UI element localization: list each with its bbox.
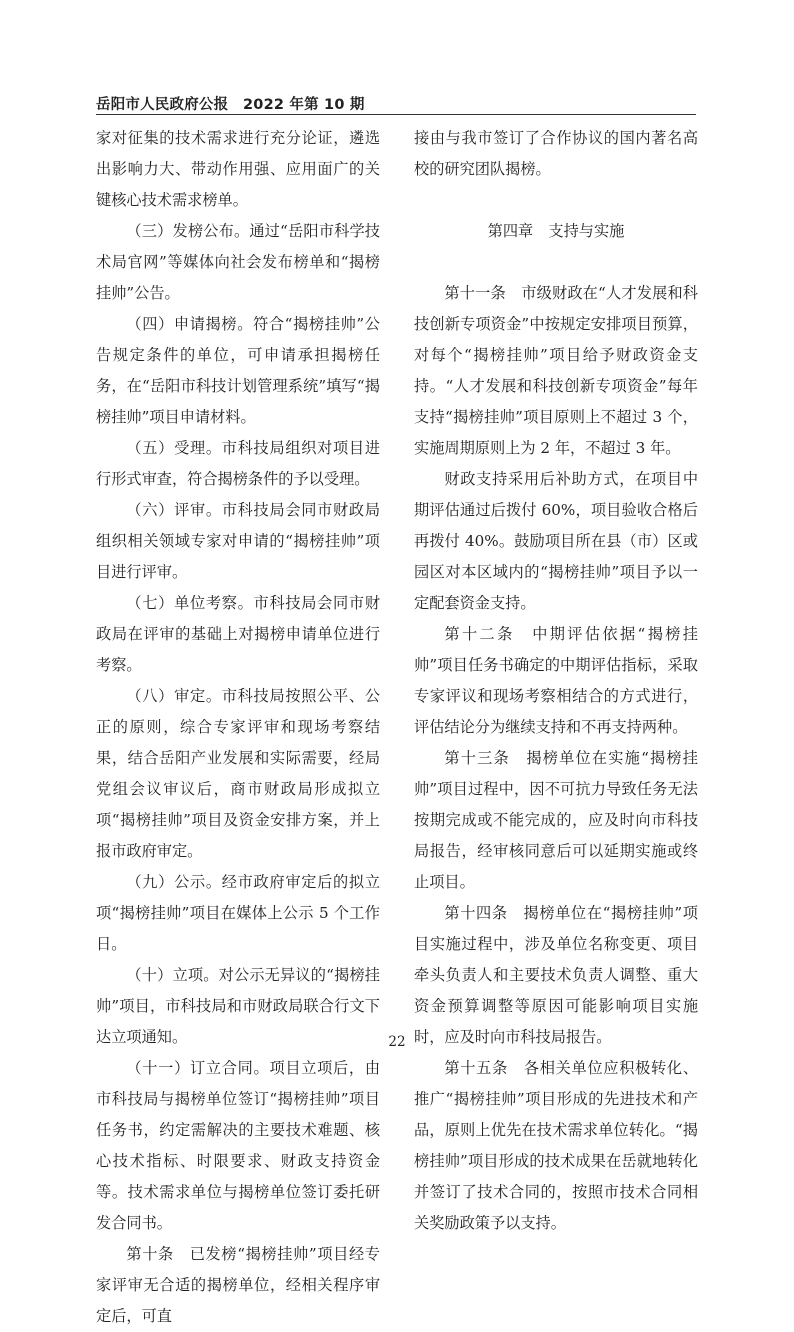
article-15: 第十五条 各相关单位应积极转化、推广“揭榜挂帅”项目形成的先进技术和产品，原则上优先在技术需求单位转化。“揭榜挂帅”项目形成的技术成果在岳就地转化并签订了技术合同的，按照市技术合同相关奖励政策予以支持。 <box>414 1059 698 1232</box>
publication-header: 岳阳市人民政府公报 2022 年第 10 期 <box>96 97 365 113</box>
paragraph-item-9: （九）公示。经市政府审定后的拟立项“揭榜挂帅”项目在媒体上公示 5 个工作日。 <box>96 873 380 953</box>
left-column <box>96 123 380 1332</box>
paragraph-item-8: （八）审定。市科技局按照公平、公正的原则，综合专家评审和现场考察结果，结合岳阳产业发展和实际需要，经局党组会议审议后，商市财政局形成拟立项“揭榜挂帅”项目及资金安排方案，并上报市政府审定。 <box>96 687 380 860</box>
right-column <box>414 123 698 1239</box>
page-number: 22 <box>388 1034 406 1050</box>
paragraph-item-6: （六）评审。市科技局会同市财政局组织相关领域专家对申请的“揭榜挂帅”项目进行评审。 <box>96 501 380 581</box>
chapter-title: 第四章 支持与实施 <box>487 222 625 240</box>
paragraph-continuation: 家对征集的技术需求进行充分论证，遴选出影响力大、带动作用强、应用面广的关键核心技术需求榜单。 <box>96 129 380 209</box>
paragraph-item-4: （四）申请揭榜。符合“揭榜挂帅”公告规定条件的单位，可申请承担揭榜任务，在“岳阳市科技计划管理系统”填写“揭榜挂帅”项目申请材料。 <box>96 315 380 426</box>
paragraph-item-10: （十）立项。对公示无异议的“揭榜挂帅”项目，市科技局和市财政局联合行文下达立项通知。 <box>96 966 380 1046</box>
article-13: 第十三条 揭榜单位在实施“揭榜挂帅”项目过程中，因不可抗力导致任务无法按期完成或不能完成的，应及时向市科技局报告，经审核同意后可以延期实施或终止项目。 <box>414 749 698 891</box>
paragraph-item-11: （十一）订立合同。项目立项后，由市科技局与揭榜单位签订“揭榜挂帅”项目任务书，约定需解决的主要技术难题、核心技术指标、时限要求、财政支持资金等。技术需求单位与揭榜单位签订委托研发合同书。 <box>96 1059 380 1232</box>
article-12: 第十二条 中期评估依据“揭榜挂帅”项目任务书确定的中期评估指标，采取专家评议和现场考察相结合的方式进行，评估结论分为继续支持和不再支持两种。 <box>414 625 698 736</box>
header-divider <box>96 114 696 115</box>
paragraph-item-3: （三）发榜公布。通过“岳阳市科学技术局官网”等媒体向社会发布榜单和“揭榜挂帅”公告。 <box>96 222 380 302</box>
paragraph-item-5: （五）受理。市科技局组织对项目进行形式审查，符合揭榜条件的予以受理。 <box>96 439 380 488</box>
article-10: 第十条 已发榜“揭榜挂帅”项目经专家评审无合适的揭榜单位，经相关程序审定后，可直 <box>96 1245 380 1325</box>
article-14: 第十四条 揭榜单位在“揭榜挂帅”项目实施过程中，涉及单位名称变更、项目牵头负责人和主要技术负责人调整、重大资金预算调整等原因可能影响项目实施时，应及时向市科技局报告。 <box>414 904 698 1046</box>
article-11-funding: 财政支持采用后补助方式，在项目中期评估通过后拨付 60%，项目验收合格后再拨付 40%。鼓励项目所在县（市）区或园区对本区域内的“揭榜挂帅”项目予以一定配套资金支持。 <box>414 470 698 612</box>
paragraph-continuation: 接由与我市签订了合作协议的国内著名高校的研究团队揭榜。 <box>414 129 698 178</box>
paragraph-item-7: （七）单位考察。市科技局会同市财政局在评审的基础上对揭榜申请单位进行考察。 <box>96 594 380 674</box>
article-11: 第十一条 市级财政在“人才发展和科技创新专项资金”中按规定安排项目预算，对每个“揭榜挂帅”项目给予财政资金支持。“人才发展和科技创新专项资金”每年支持“揭榜挂帅”项目原则上不超过 3 个，实施周期原则上为 2 年，不超过 3 年。 <box>414 284 698 457</box>
